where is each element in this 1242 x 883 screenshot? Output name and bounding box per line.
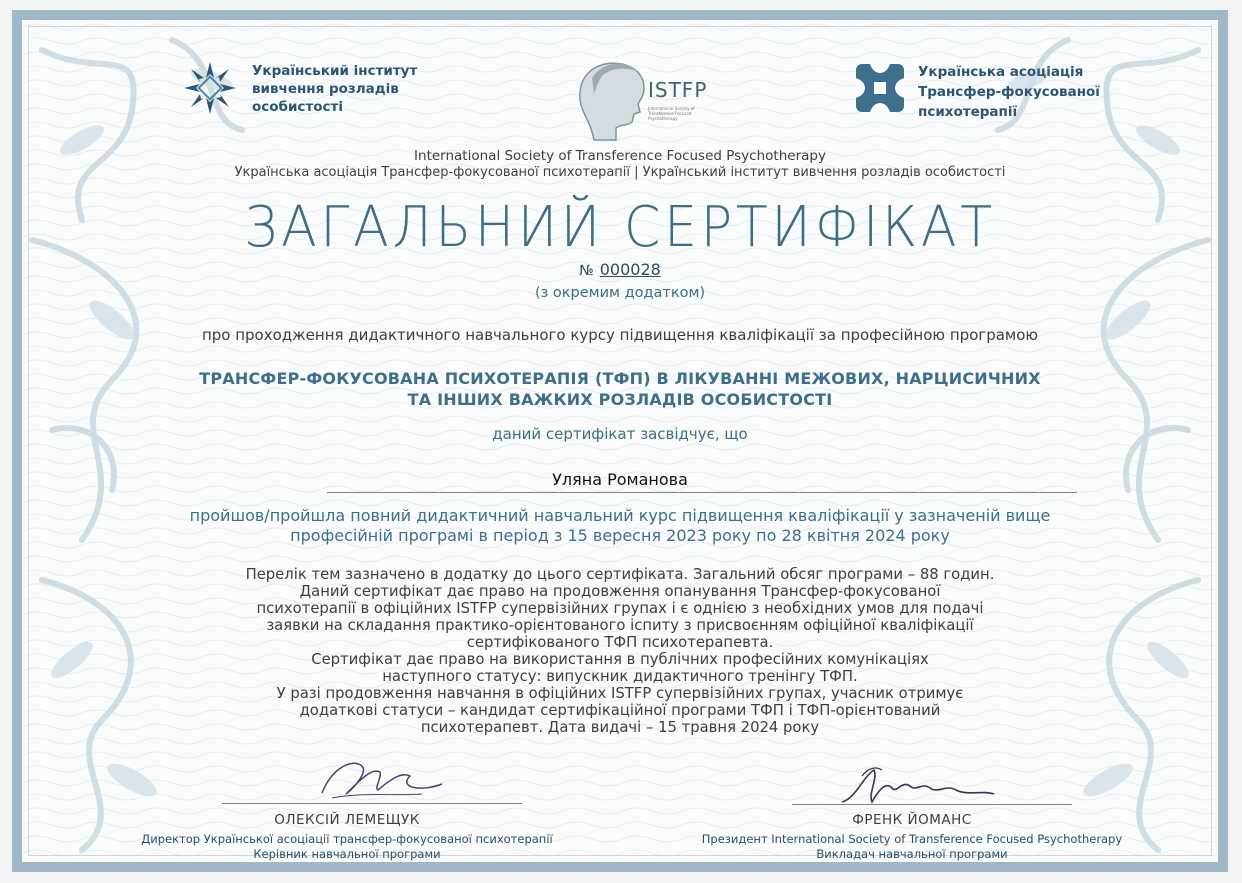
annex-note: (з окремим додатком) — [534, 285, 706, 301]
association-logo-icon — [852, 60, 908, 116]
program-title-line-2: ТА ІНШИХ ВАЖКИХ РОЗЛАДІВ ОСОБИСТОСТІ — [407, 390, 833, 409]
certificate-number: 000028 — [599, 260, 661, 279]
signatory-role-left-1: Директор Української асоціації трансфер-фокусованої психотерапії — [141, 832, 553, 846]
signatory-name-left: ОЛЕКСІЙ ЛЕМЕЩУК — [274, 812, 420, 828]
program-title-line-1: ТРАНСФЕР-ФОКУСОВАНА ПСИХОТЕРАПІЯ (ТФП) В ЛІКУВАННІ МЕЖОВИХ, НАРЦИСИЧНИХ — [199, 369, 1041, 388]
head-profile-icon — [572, 48, 652, 148]
logo-center-title: ISTFP — [648, 78, 708, 102]
program-title — [22, 368, 1218, 410]
body-line-8: У разі продовження навчання в офіційних ISTFP супервізійних групах, учасник отримує — [276, 685, 964, 702]
completed-text — [22, 506, 1218, 546]
signatory-role-right-2: Викладач навчальної програми — [816, 847, 1008, 861]
handwritten-signature-right — [832, 758, 1002, 814]
logo-ukrainian-association — [852, 60, 1132, 130]
certificate-body — [22, 566, 1218, 736]
signatory-role-right — [672, 832, 1152, 862]
logo-istfp — [572, 48, 712, 158]
signature-block-left — [112, 748, 582, 861]
certificate — [12, 10, 1228, 872]
certificate-number-row — [22, 260, 1218, 279]
signature-block-right — [672, 758, 1152, 861]
org-name-english: International Society of Transference Focused Psychotherapy — [414, 148, 826, 164]
logo-right-line-3: психотерапії — [918, 104, 1018, 120]
signature-line-right — [792, 804, 1072, 805]
certificate-title: ЗАГАЛЬНИЙ СЕРТИФІКАТ — [244, 195, 996, 260]
body-line-2: Даний сертифікат дає право на продовження опанування Трансфер-фокусованої — [299, 583, 941, 600]
body-line-6: Сертифікат дає право на використання в публічних професійних комунікаціях — [311, 651, 929, 668]
certifies-text: даний сертифікат засвідчує, що — [492, 425, 748, 443]
body-line-5: сертифікованого ТФП психотерапевта. — [466, 634, 774, 651]
handwritten-signature-left — [302, 748, 452, 808]
logo-ukrainian-institute — [182, 60, 442, 130]
body-line-4: заявки на складання практико-орієнтованого іспиту з присвоєнням офіційної кваліфікації — [266, 617, 974, 634]
org-name-ukrainian: Українська асоціація Трансфер-фокусованої психотерапії | Український інститут вивчення розладів особистості — [234, 165, 1006, 180]
logo-left-line-3: особистості — [252, 99, 343, 115]
signatory-role-left — [112, 832, 582, 862]
recipient-name-underline — [327, 492, 1077, 493]
star-logo-icon — [182, 60, 238, 116]
logo-left-line-1: Український інститут — [252, 63, 418, 79]
body-line-10: психотерапевт. Дата видачі – 15 травня 2024 року — [420, 719, 820, 736]
body-line-9: додаткові статуси – кандидат сертифікаційної програми ТФП і ТФП-орієнтований — [299, 702, 941, 719]
recipient-name: Уляна Романова — [552, 470, 688, 489]
logo-center-subtitle: International Society of Transference Focused Psychotherapy — [648, 106, 695, 121]
signatory-role-left-2: Керівник навчальної програми — [253, 847, 441, 861]
about-text: про проходження дидактичного навчального курсу підвищення кваліфікації за професійною програмою — [201, 326, 1039, 344]
body-line-7: наступного статусу: випускник дидактичного тренінгу ТФП. — [382, 668, 858, 685]
body-line-3: психотерапії в офіційних ISTFP супервізійних групах і є однією з необхідних умов для подачі — [256, 600, 984, 617]
logo-right-line-1: Українська асоціація — [918, 64, 1084, 80]
signatory-role-right-1: Президент International Society of Transference Focused Psychotherapy — [701, 832, 1123, 846]
signatory-name-right: ФРЕНК ЙОМАНС — [852, 812, 972, 828]
logo-right-line-2: Трансфер-фокусованої — [918, 84, 1100, 100]
logo-left-line-2: вивчення розладів — [252, 81, 399, 97]
completed-line-2: професійній програмі в період з 15 вересня 2023 року по 28 квітня 2024 року — [290, 526, 950, 545]
completed-line-1: пройшов/пройшла повний дидактичний навчальний курс підвищення кваліфікації у зазначеній вище — [189, 506, 1051, 525]
number-label: № — [579, 263, 594, 279]
signature-line-left — [222, 803, 522, 804]
body-line-1: Перелік тем зазначено в додатку до цього сертифіката. Загальний обсяг програми – 88 годин. — [245, 566, 995, 583]
